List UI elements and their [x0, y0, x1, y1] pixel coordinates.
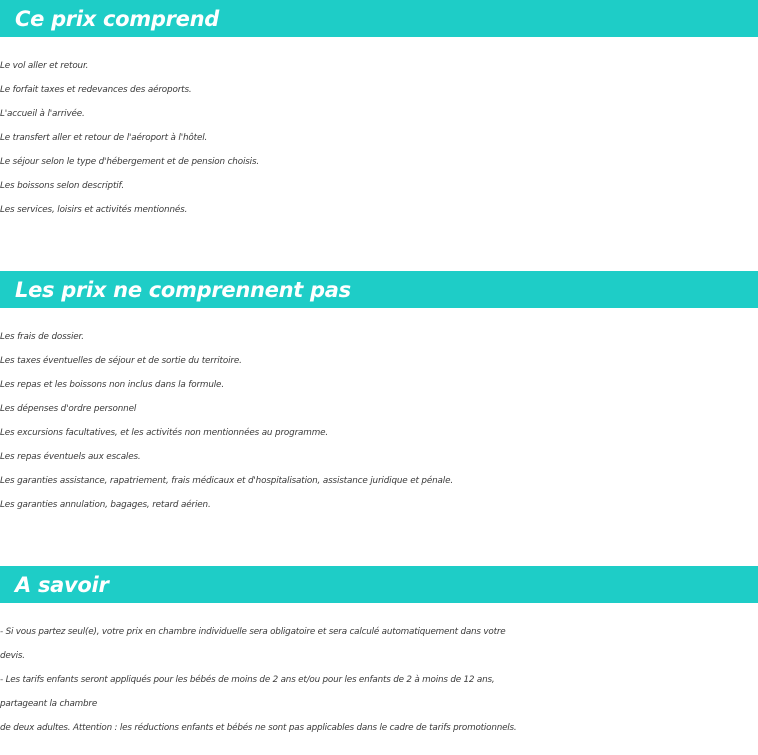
included-list [0, 37, 758, 271]
section-title-excluded: Les prix ne comprennent pas [0, 271, 758, 308]
list-item: Le transfert aller et retour de l'aéroport à l'hôtel. [0, 133, 208, 143]
list-item: Les garanties assistance, rapatriement, frais médicaux et d'hospitalisation, assistance juridique et pénale. [0, 476, 453, 486]
section-info [0, 566, 758, 740]
info-line: devis. [0, 651, 25, 661]
list-item: Les excursions facultatives, et les activités non mentionnées au programme. [0, 428, 329, 438]
list-item: Le vol aller et retour. [0, 61, 89, 71]
excluded-list [0, 308, 758, 566]
list-item: Le forfait taxes et redevances des aéroports. [0, 85, 192, 95]
section-excluded [0, 271, 758, 566]
section-title-info: A savoir [0, 566, 758, 603]
list-item: Le séjour selon le type d'hébergement et de pension choisis. [0, 157, 260, 167]
list-item: Les frais de dossier. [0, 332, 84, 342]
list-item: Les repas et les boissons non inclus dans la formule. [0, 380, 224, 390]
list-item: Les repas éventuels aux escales. [0, 452, 141, 462]
info-line: - Les tarifs enfants seront appliqués pour les bébés de moins de 2 ans et/ou pour les enfants de 2 à moins de 12 ans, [0, 675, 495, 685]
list-item: Les services, loisirs et activités mentionnés. [0, 205, 188, 215]
list-item: Les boissons selon descriptif. [0, 181, 124, 191]
section-title-included: Ce prix comprend [0, 0, 758, 37]
list-item: Les garanties annulation, bagages, retard aérien. [0, 500, 211, 510]
info-line: partageant la chambre [0, 699, 98, 709]
list-item: Les dépenses d'ordre personnel [0, 404, 137, 414]
list-item: L'accueil à l'arrivée. [0, 109, 85, 119]
info-line: - Si vous partez seul(e), votre prix en chambre individuelle sera obligatoire et sera calculé automatiquement dans votre [0, 627, 506, 637]
list-item: Les taxes éventuelles de séjour et de sortie du territoire. [0, 356, 242, 366]
section-included [0, 0, 758, 271]
info-text [0, 603, 758, 740]
info-line: de deux adultes. Attention : les réductions enfants et bébés ne sont pas applicables dans le cadre de tarifs promotionnels. [0, 723, 517, 733]
